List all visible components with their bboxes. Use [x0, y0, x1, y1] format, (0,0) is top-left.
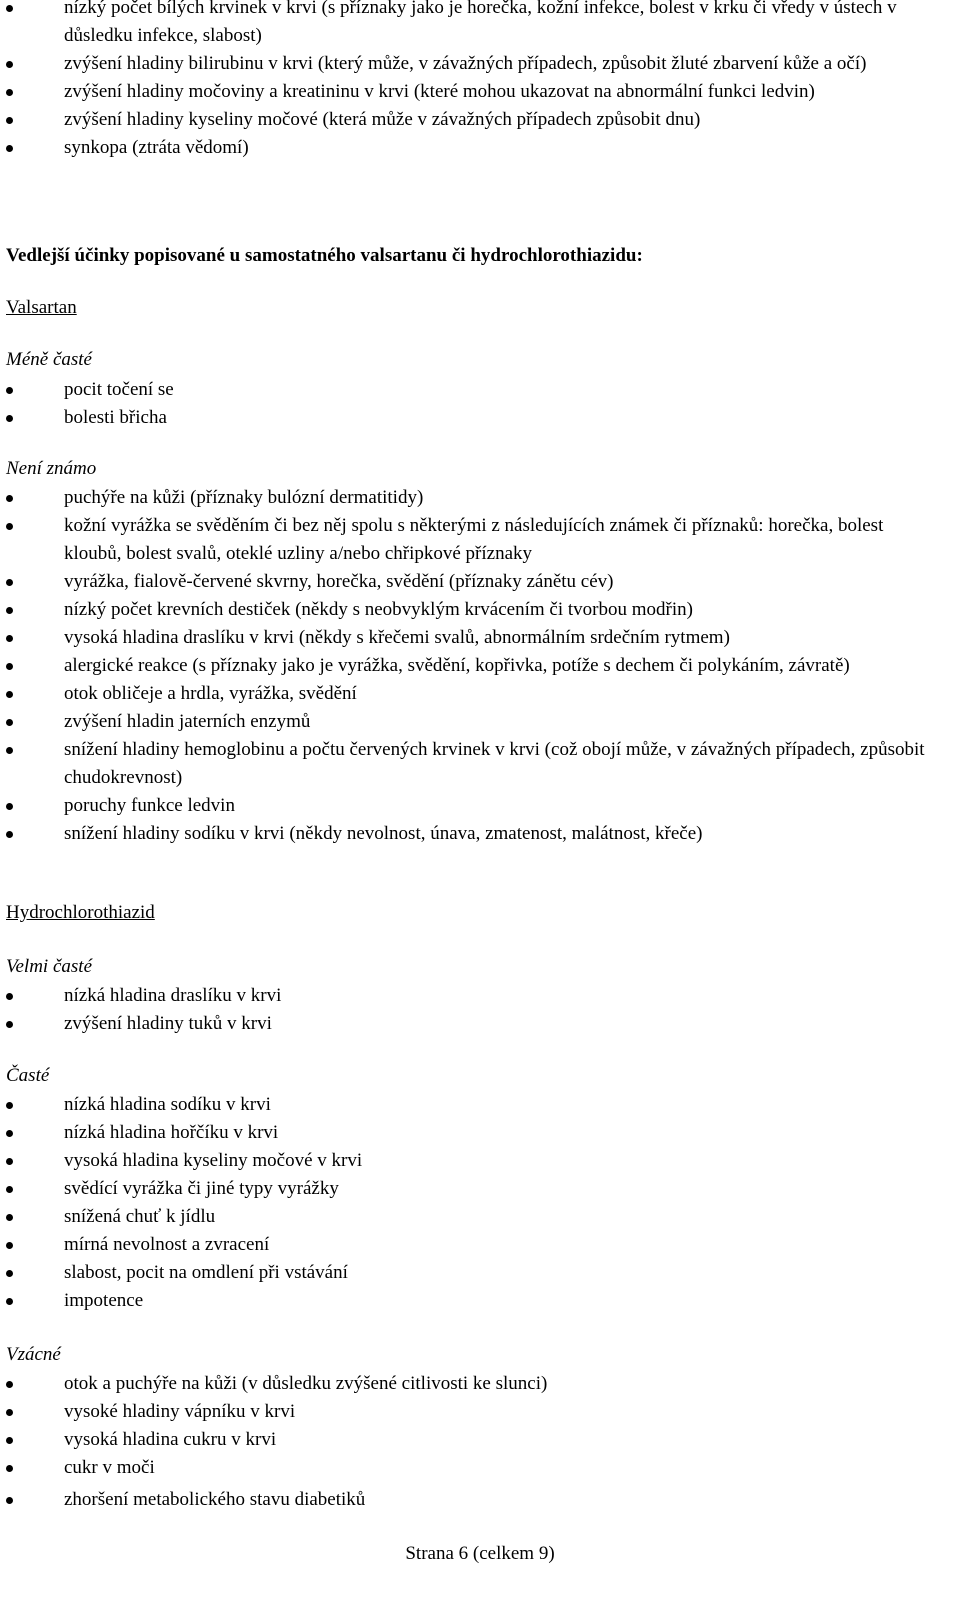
bullet-icon: [6, 387, 13, 394]
top-bullet-list: [6, 0, 942, 162]
hctz-rare-list: [6, 1370, 942, 1514]
bullet-icon: [6, 663, 13, 670]
list-item: svědící vyrážka či jiné typy vyrážky: [6, 1175, 942, 1203]
bullet-icon: [6, 691, 13, 698]
bullet-icon: [6, 1437, 13, 1444]
bullet-icon: [6, 61, 13, 68]
bullet-icon: [6, 1270, 13, 1277]
list-item: nízký počet bílých krvinek v krvi (s příznaky jako je horečka, kožní infekce, bolest v krku či vředy v ústech v důsledku infekce, slabost): [6, 0, 942, 50]
list-item: snížení hladiny sodíku v krvi (někdy nevolnost, únava, zmatenost, malátnost, křeče): [6, 820, 942, 848]
valsartan-unknown-list: [6, 484, 942, 848]
list-item: vysoká hladina draslíku v krvi (někdy s křečemi svalů, abnormálním srdečním rytmem): [6, 624, 942, 652]
bullet-icon: [6, 747, 13, 754]
hydrochlorothiazide-title: Hydrochlorothiazid: [6, 902, 155, 923]
list-item: vysoká hladina cukru v krvi: [6, 1426, 942, 1454]
hctz-common-list: [6, 1091, 942, 1315]
bullet-icon: [6, 1497, 13, 1504]
bullet-icon: [6, 719, 13, 726]
list-item: alergické reakce (s příznaky jako je vyrážka, svědění, kopřivka, potíže s dechem či polykáním, závratě): [6, 652, 942, 680]
bullet-icon: [6, 1465, 13, 1472]
list-item: cukr v moči: [6, 1454, 942, 1482]
valsartan-title: Valsartan: [6, 297, 77, 318]
bullet-icon: [6, 145, 13, 152]
page-number-footer: Strana 6 (celkem 9): [405, 1543, 555, 1564]
bullet-icon: [6, 495, 13, 502]
list-item: slabost, pocit na omdlení při vstávání: [6, 1259, 942, 1287]
list-item: zvýšení hladiny bilirubinu v krvi (který může, v závažných případech, způsobit žluté zbarvení kůže a očí): [6, 50, 942, 78]
list-item: zvýšení hladiny močoviny a kreatininu v krvi (které mohou ukazovat na abnormální funkci ledvin): [6, 78, 942, 106]
list-item: synkopa (ztráta vědomí): [6, 134, 942, 162]
hctz-very-common-label: Velmi časté: [6, 956, 93, 977]
bullet-icon: [6, 1158, 13, 1165]
bullet-icon: [6, 1102, 13, 1109]
bullet-icon: [6, 117, 13, 124]
side-effects-heading: Vedlejší účinky popisované u samostatného valsartanu či hydrochlorothiazidu:: [6, 245, 643, 266]
hctz-common-block: [6, 1091, 942, 1315]
bullet-icon: [6, 1021, 13, 1028]
list-item: zvýšení hladiny tuků v krvi: [6, 1010, 942, 1038]
bullet-icon: [6, 523, 13, 530]
list-item: vyrážka, fialově-červené skvrny, horečka, svědění (příznaky zánětu cév): [6, 568, 942, 596]
valsartan-unknown-label: Není známo: [6, 458, 97, 479]
bullet-icon: [6, 1381, 13, 1388]
bullet-icon: [6, 1298, 13, 1305]
top-list-block: [6, 0, 942, 162]
list-item: kožní vyrážka se svěděním či bez něj spolu s některými z následujících známek či příznaků: horečka, bolest kloubů, bolest svalů, oteklé uzliny a/nebo chřipkové příznaky: [6, 512, 942, 568]
bullet-icon: [6, 415, 13, 422]
bullet-icon: [6, 993, 13, 1000]
hctz-rare-block: [6, 1370, 942, 1514]
valsartan-uncommon-label: Méně časté: [6, 349, 92, 370]
list-item: otok obličeje a hrdla, vyrážka, svědění: [6, 680, 942, 708]
bullet-icon: [6, 89, 13, 96]
list-item: vysoké hladiny vápníku v krvi: [6, 1398, 942, 1426]
bullet-icon: [6, 579, 13, 586]
bullet-icon: [6, 1214, 13, 1221]
list-item: nízká hladina hořčíku v krvi: [6, 1119, 942, 1147]
list-item: nízká hladina draslíku v krvi: [6, 982, 942, 1010]
bullet-icon: [6, 1130, 13, 1137]
list-item: snížená chuť k jídlu: [6, 1203, 942, 1231]
list-item: vysoká hladina kyseliny močové v krvi: [6, 1147, 942, 1175]
bullet-icon: [6, 1242, 13, 1249]
list-item: bolesti břicha: [6, 404, 942, 432]
bullet-icon: [6, 635, 13, 642]
list-item: zvýšení hladiny kyseliny močové (která může v závažných případech způsobit dnu): [6, 106, 942, 134]
bullet-icon: [6, 5, 13, 12]
list-item: zvýšení hladin jaterních enzymů: [6, 708, 942, 736]
list-item: mírná nevolnost a zvracení: [6, 1231, 942, 1259]
hctz-rare-label: Vzácné: [6, 1344, 61, 1365]
hctz-very-common-block: [6, 982, 942, 1038]
bullet-icon: [6, 1409, 13, 1416]
list-item: nízká hladina sodíku v krvi: [6, 1091, 942, 1119]
valsartan-unknown-block: [6, 484, 942, 848]
list-item: impotence: [6, 1287, 942, 1315]
list-item: otok a puchýře na kůži (v důsledku zvýšené citlivosti ke slunci): [6, 1370, 942, 1398]
bullet-icon: [6, 803, 13, 810]
list-item: nízký počet krevních destiček (někdy s neobvyklým krvácením či tvorbou modřin): [6, 596, 942, 624]
list-item: snížení hladiny hemoglobinu a počtu červených krvinek v krvi (což obojí může, v závažných případech, způsobit chudokrevnost): [6, 736, 942, 792]
list-item: pocit točení se: [6, 376, 942, 404]
hctz-common-label: Časté: [6, 1065, 50, 1086]
list-item: zhoršení metabolického stavu diabetiků: [6, 1486, 942, 1514]
hctz-very-common-list: [6, 982, 942, 1038]
valsartan-uncommon-list: [6, 376, 942, 432]
bullet-icon: [6, 831, 13, 838]
list-item: poruchy funkce ledvin: [6, 792, 942, 820]
valsartan-uncommon-block: [6, 376, 942, 432]
list-item: puchýře na kůži (příznaky bulózní dermatitidy): [6, 484, 942, 512]
bullet-icon: [6, 1186, 13, 1193]
bullet-icon: [6, 607, 13, 614]
